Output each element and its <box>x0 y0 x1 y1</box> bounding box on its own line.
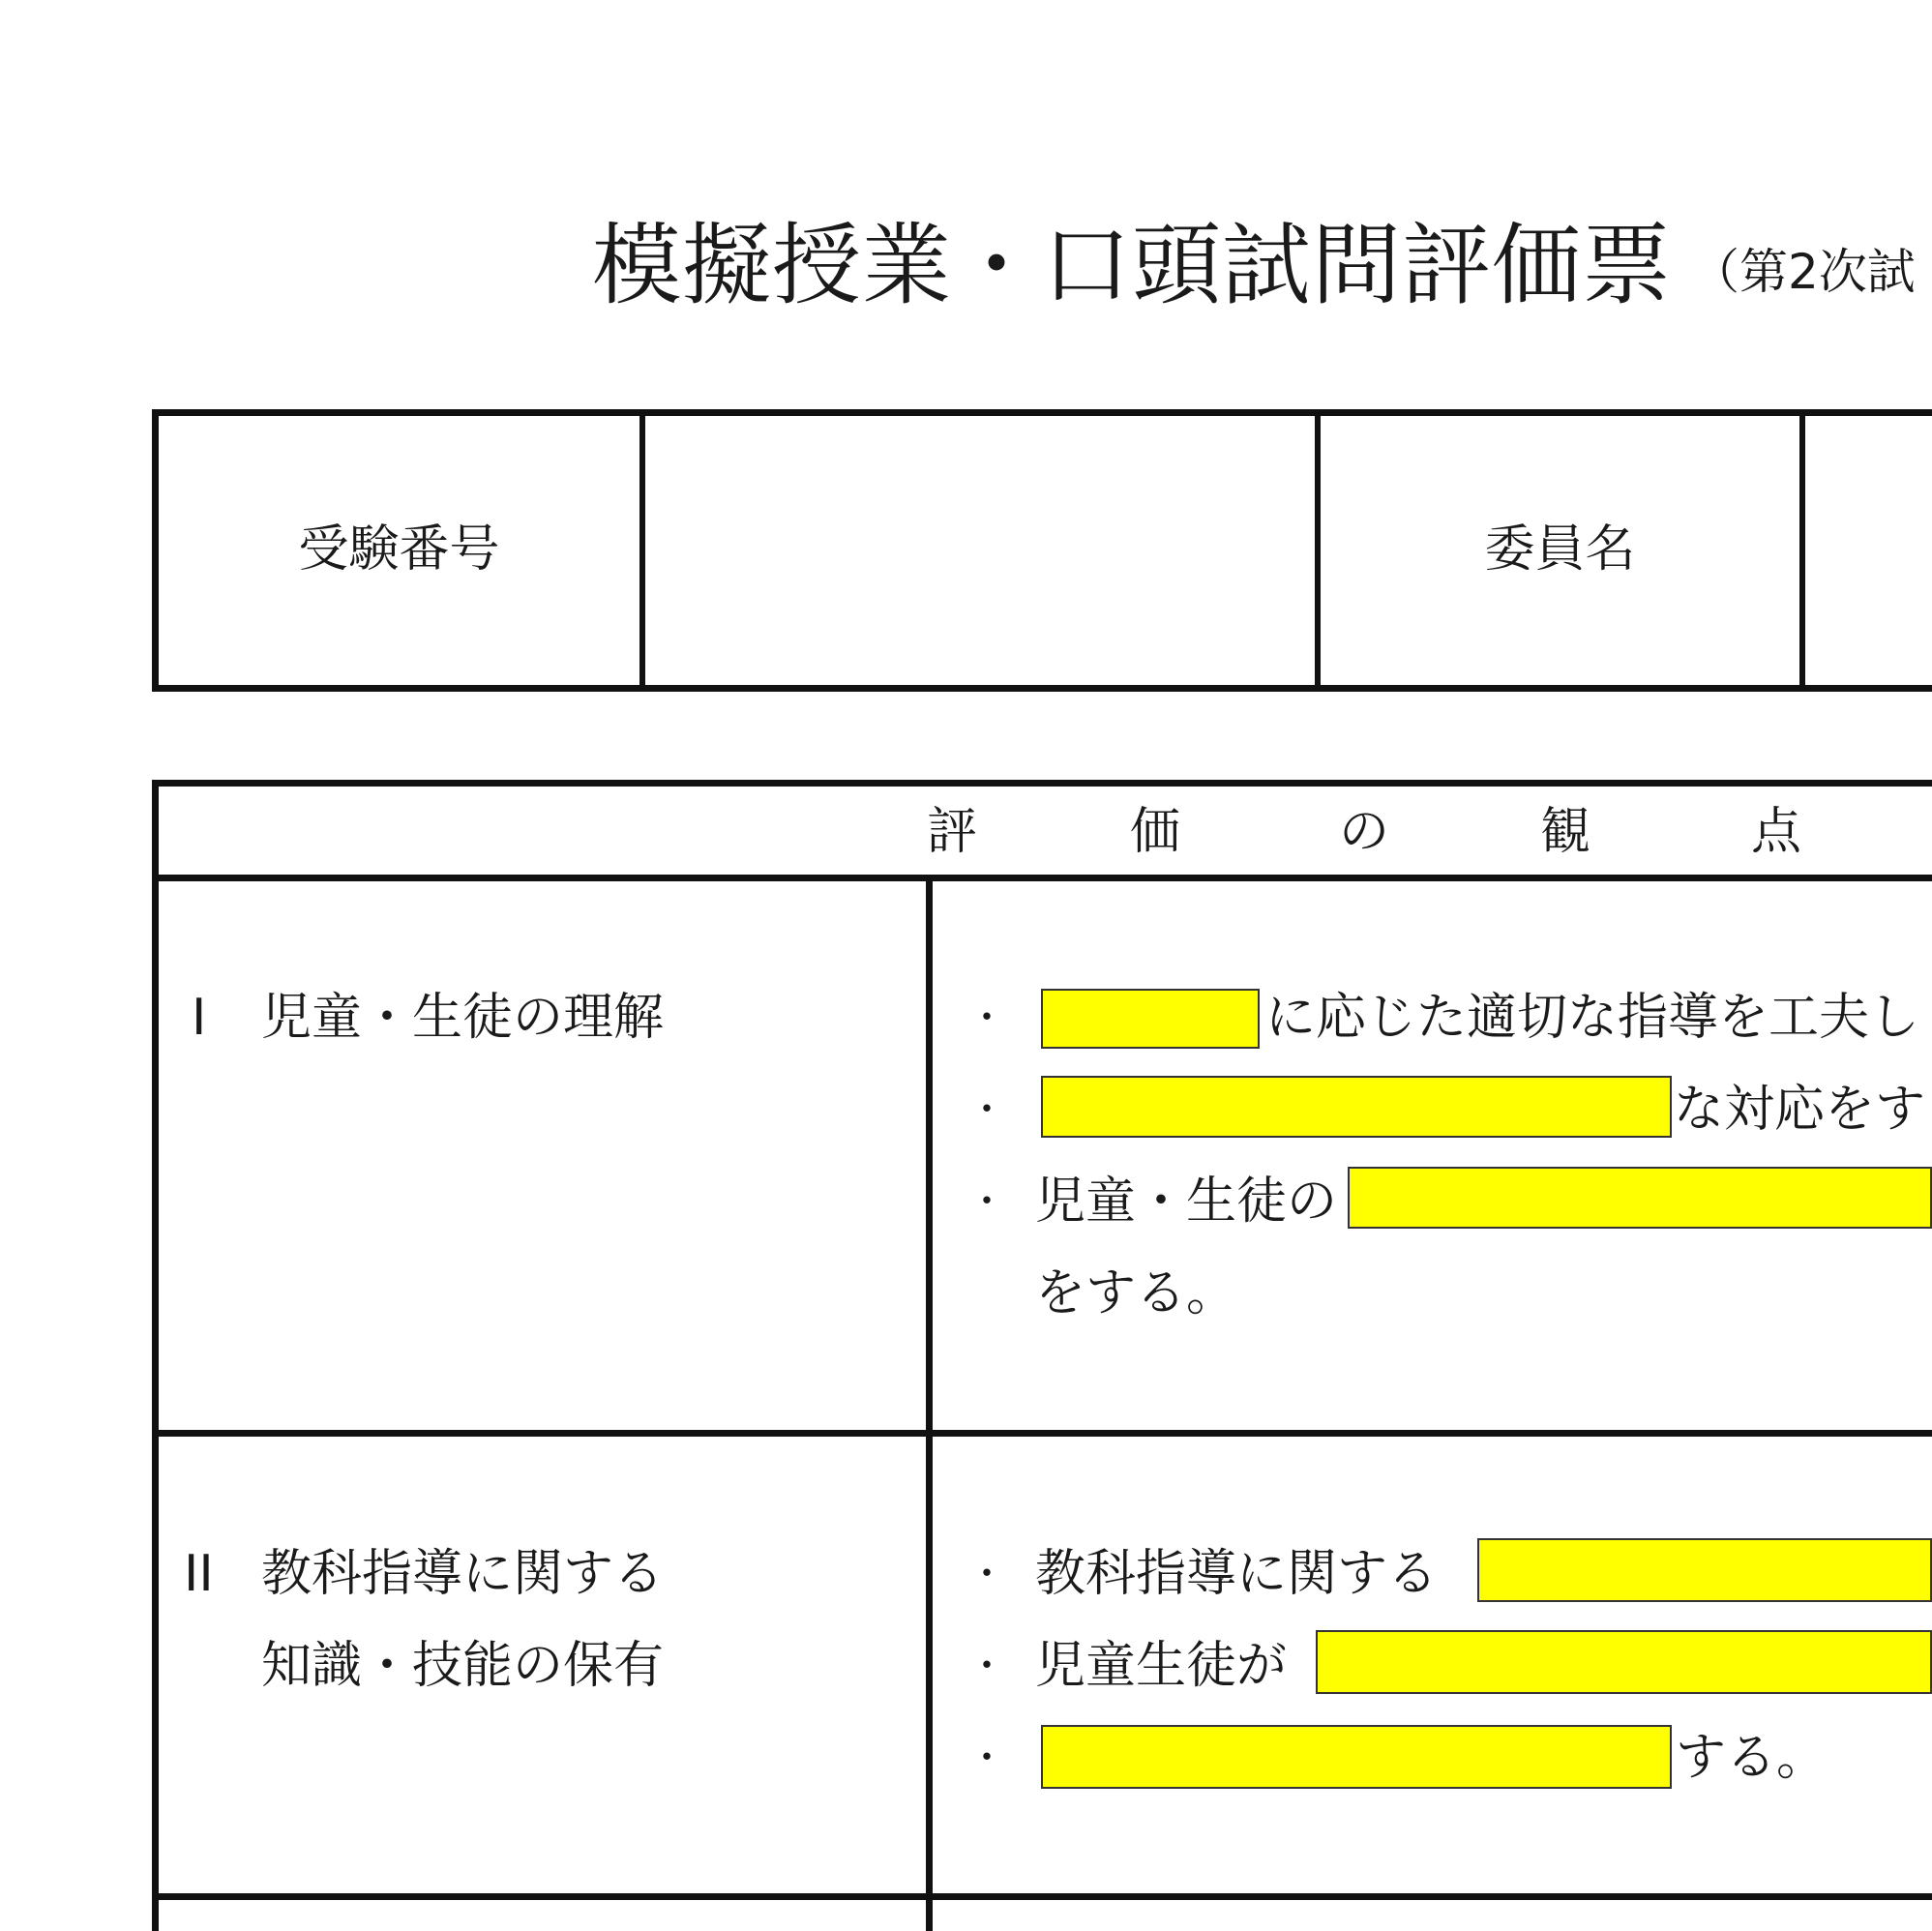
criterion-text: する。 <box>1676 1729 1828 1787</box>
row-numeral: II <box>184 1545 214 1603</box>
criteria-row-rule-2 <box>152 1893 1932 1900</box>
bullet: ・ <box>967 1736 1006 1780</box>
criteria-header-char: 点 <box>1751 803 1802 861</box>
bullet: ・ <box>967 1552 1006 1596</box>
criteria-header-char: 価 <box>1130 803 1181 861</box>
header-table-bottom-rule <box>152 685 1932 692</box>
header-table-left-rule <box>152 409 159 692</box>
exam-number-label: 受験番号 <box>298 520 500 579</box>
bullet: ・ <box>967 1644 1006 1688</box>
criterion-text: 児童・生徒の <box>1035 1173 1338 1231</box>
criteria-header-rule <box>152 875 1932 881</box>
row-category: 知識・技能の保有 <box>261 1637 665 1695</box>
bullet: ・ <box>967 1179 1006 1224</box>
criteria-header-char: 観 <box>1540 803 1591 861</box>
row-category: 教科指導に関する <box>261 1545 665 1603</box>
committee-member-label: 委員名 <box>1484 520 1636 579</box>
redaction-box <box>1041 989 1260 1049</box>
header-table-divider-3 <box>1799 409 1805 692</box>
criteria-top-rule <box>152 780 1932 787</box>
redaction-box <box>1041 1076 1672 1138</box>
criterion-text-continuation: をする。 <box>1035 1264 1237 1322</box>
form-title-text: 模擬授業・口頭試問評価票 <box>592 214 1673 317</box>
criterion-text: 児童生徒が <box>1035 1637 1288 1695</box>
bullet: ・ <box>967 1087 1006 1132</box>
criteria-header-char: 評 <box>927 803 978 861</box>
form-subtitle: （第2次試 <box>1691 244 1916 300</box>
criteria-left-rule <box>152 780 159 1931</box>
criterion-text: 教科指導に関する <box>1035 1545 1439 1603</box>
redaction-box <box>1348 1167 1932 1229</box>
redaction-box <box>1041 1725 1672 1789</box>
header-table-divider-1 <box>639 409 645 692</box>
row-category: 児童・生徒の理解 <box>261 989 665 1047</box>
criteria-column-divider <box>926 875 933 1931</box>
redaction-box <box>1477 1538 1932 1602</box>
form-title <box>592 214 1916 320</box>
row-numeral: I <box>192 989 207 1047</box>
header-table-top-rule <box>152 409 1932 416</box>
criterion-text: に応じた適切な指導を工夫し <box>1265 989 1920 1047</box>
bullet: ・ <box>967 995 1006 1040</box>
criteria-header-char: の <box>1339 803 1390 861</box>
redaction-box <box>1316 1630 1932 1694</box>
criterion-text: な対応をす <box>1674 1081 1926 1139</box>
criteria-row-rule-1 <box>152 1430 1932 1437</box>
